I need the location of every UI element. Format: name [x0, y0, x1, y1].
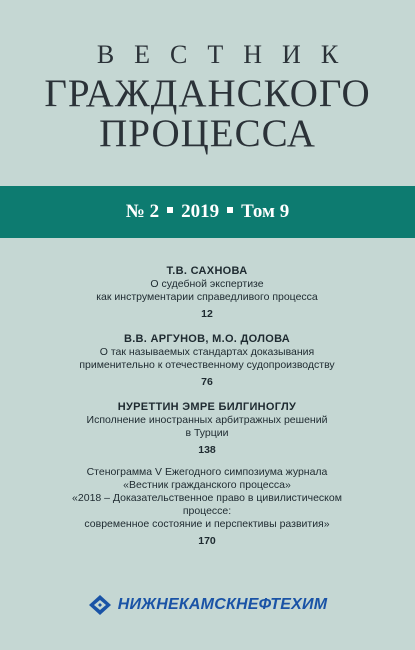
toc-entry [47, 400, 367, 457]
journal-title-line-3: ПРОЦЕССА [99, 112, 316, 155]
toc-page-number: 76 [201, 376, 213, 388]
separator-square-icon [227, 207, 233, 213]
toc-title-line: как инструментарии справедливого процесса [96, 291, 318, 303]
issue-volume: Том 9 [241, 201, 290, 222]
issue-band [0, 186, 415, 238]
issue-number: № 2 [125, 201, 160, 222]
toc-page-number: 138 [198, 444, 216, 456]
toc-title-line: «2018 – Доказательственное право в цивилистическом процессе: [72, 492, 342, 517]
journal-title-line-1: ВЕСТНИК [96, 40, 359, 69]
journal-title-line-2: ГРАЖДАНСКОГО [44, 72, 371, 115]
toc-title-line: О так называемых стандартах доказывания [99, 346, 315, 358]
toc-title-line: О судебной экспертизе [150, 278, 264, 290]
issue-year: 2019 [181, 201, 220, 222]
toc-entry [47, 332, 367, 389]
toc-author: Т.В. САХНОВА [166, 265, 248, 277]
toc-title-line: в Турции [185, 427, 229, 439]
toc-title-line: Стенограмма V Ежегодного симпозиума журнала [86, 466, 328, 478]
toc-title-line: «Вестник гражданского процесса» [123, 479, 291, 491]
toc-entry [47, 264, 367, 321]
sponsor-logo [0, 592, 415, 618]
toc-title-line: современное состояние и перспективы развития» [84, 518, 330, 530]
toc-author: В.В. АРГУНОВ, М.О. ДОЛОВА [123, 333, 291, 345]
toc-page-number: 12 [201, 308, 213, 320]
toc-title-line: Исполнение иностранных арбитражных решений [86, 414, 328, 426]
sponsor-name: НИЖНЕКАМСКНЕФТЕХИМ [117, 596, 328, 613]
toc-page-number: 170 [198, 535, 216, 547]
separator-square-icon [167, 207, 173, 213]
nknh-logo-icon [88, 594, 112, 616]
toc-title-line: применительно к отечественному судопроизводству [79, 359, 335, 371]
toc-entry [47, 466, 367, 548]
toc-author: НУРЕТТИН ЭМРЕ БИЛГИНОГЛУ [117, 401, 297, 413]
